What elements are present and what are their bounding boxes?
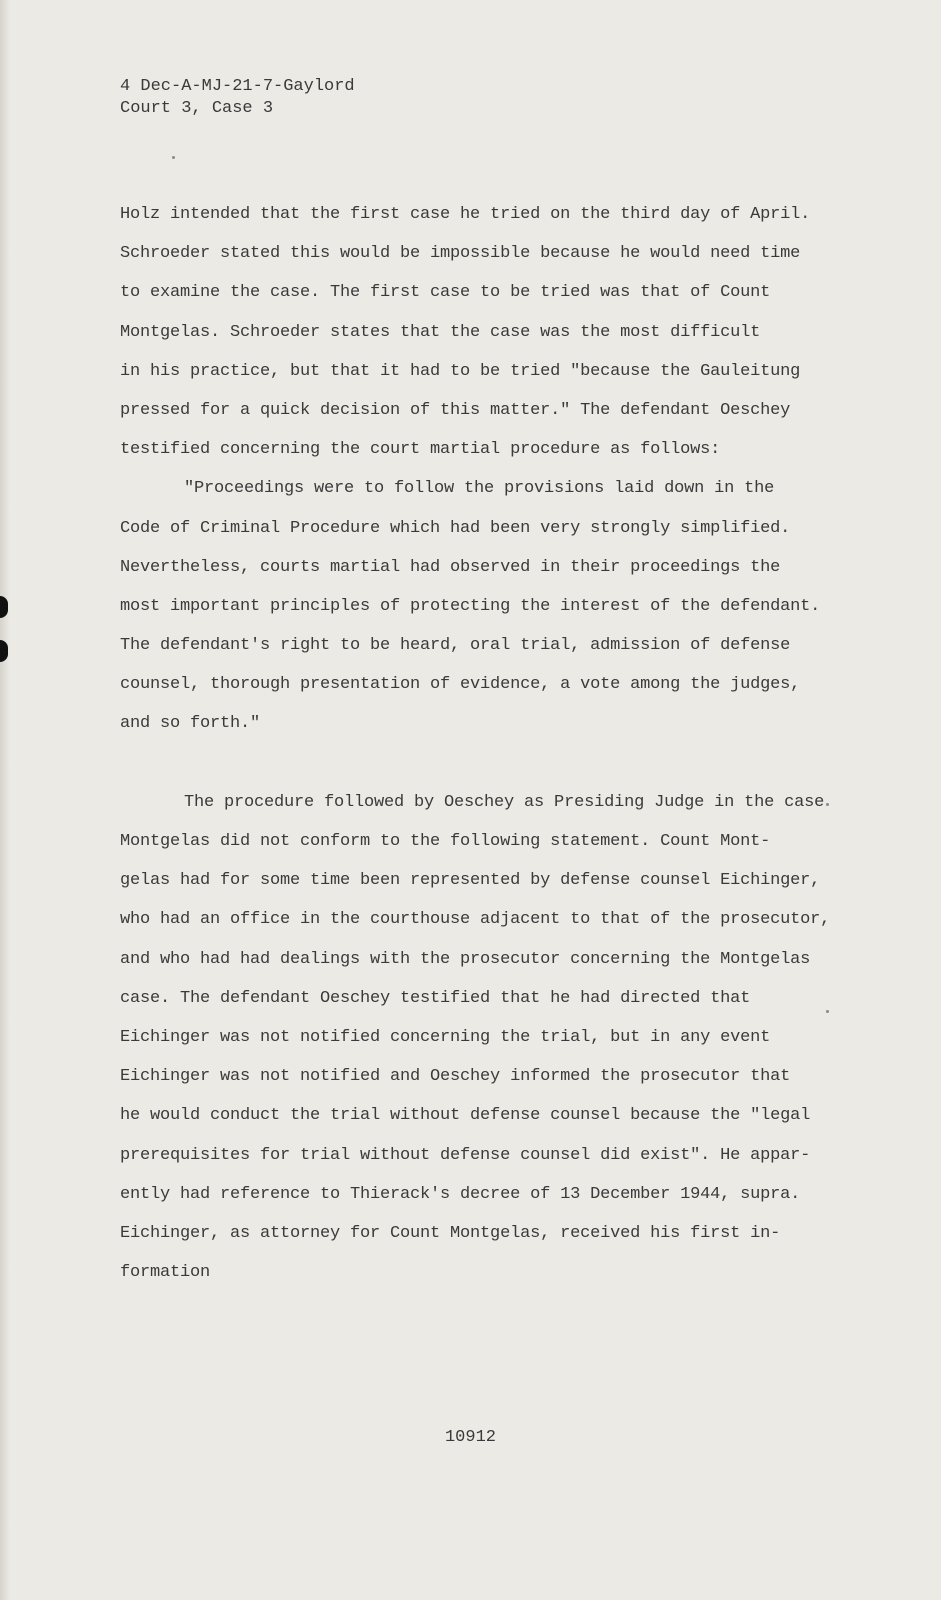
document-body [120,195,840,1292]
text-line: gelas had for some time been represented by defense counsel Eichinger, [120,871,821,891]
header-reference: 4 Dec-A-MJ-21-7-Gaylord [120,77,355,96]
text-line: Eichinger, as attorney for Count Montgelas, received his first in- [120,1223,781,1243]
text-line: testified concerning the court martial procedure as follows: [120,440,721,460]
page-edge-shadow [0,0,10,1600]
text-line: and who had had dealings with the prosecutor concerning the Montgelas [120,949,811,969]
document-header [120,76,355,120]
text-line: and so forth." [120,714,261,734]
text-line: in his practice, but that it had to be tried "because the Gauleitung [120,361,801,381]
text-line: counsel, thorough presentation of evidence, a vote among the judges, [120,675,801,695]
header-court-case: Court 3, Case 3 [120,99,274,118]
page-number: 10912 [444,1428,496,1447]
text-line: "Proceedings were to follow the provisions laid down in the [184,479,775,499]
text-line: Schroeder stated this would be impossible because he would need time [120,244,801,264]
text-line: The procedure followed by Oeschey as Presiding Judge in the case [184,792,825,812]
paragraph [120,783,840,1292]
paper-speck [172,156,175,159]
text-line: Nevertheless, courts martial had observed in their proceedings the [120,557,781,577]
text-line: pressed for a quick decision of this matter." The defendant Oeschey [120,400,791,420]
text-line: The defendant's right to be heard, oral trial, admission of defense [120,636,791,656]
text-line: Montgelas. Schroeder states that the case was the most difficult [120,322,761,342]
text-line: Montgelas did not conform to the following statement. Count Mont- [120,832,771,851]
text-line: he would conduct the trial without defense counsel because the "legal [120,1106,811,1126]
text-line: case. The defendant Oeschey testified that he had directed that [120,988,751,1008]
paragraph [120,195,840,469]
quoted-paragraph [120,469,840,743]
paragraph-gap [120,744,840,783]
text-line: Eichinger was not notified and Oeschey informed the prosecutor that [120,1067,791,1087]
text-line: prerequisites for trial without defense counsel did exist". He appar- [120,1145,811,1165]
text-line: Holz intended that the first case he tried on the third day of April. [120,205,811,224]
text-line: who had an office in the courthouse adjacent to that of the prosecutor, [120,910,831,930]
text-line: most important principles of protecting the interest of the defendant. [120,596,821,616]
text-line: formation [120,1263,211,1283]
text-line: Eichinger was not notified concerning the trial, but in any event [120,1027,771,1047]
text-line: Code of Criminal Procedure which had been very strongly simplified. [120,518,791,538]
text-line: ently had reference to Thierack's decree of 13 December 1944, supra. [120,1184,801,1204]
text-line: to examine the case. The first case to be tried was that of Count [120,283,771,303]
